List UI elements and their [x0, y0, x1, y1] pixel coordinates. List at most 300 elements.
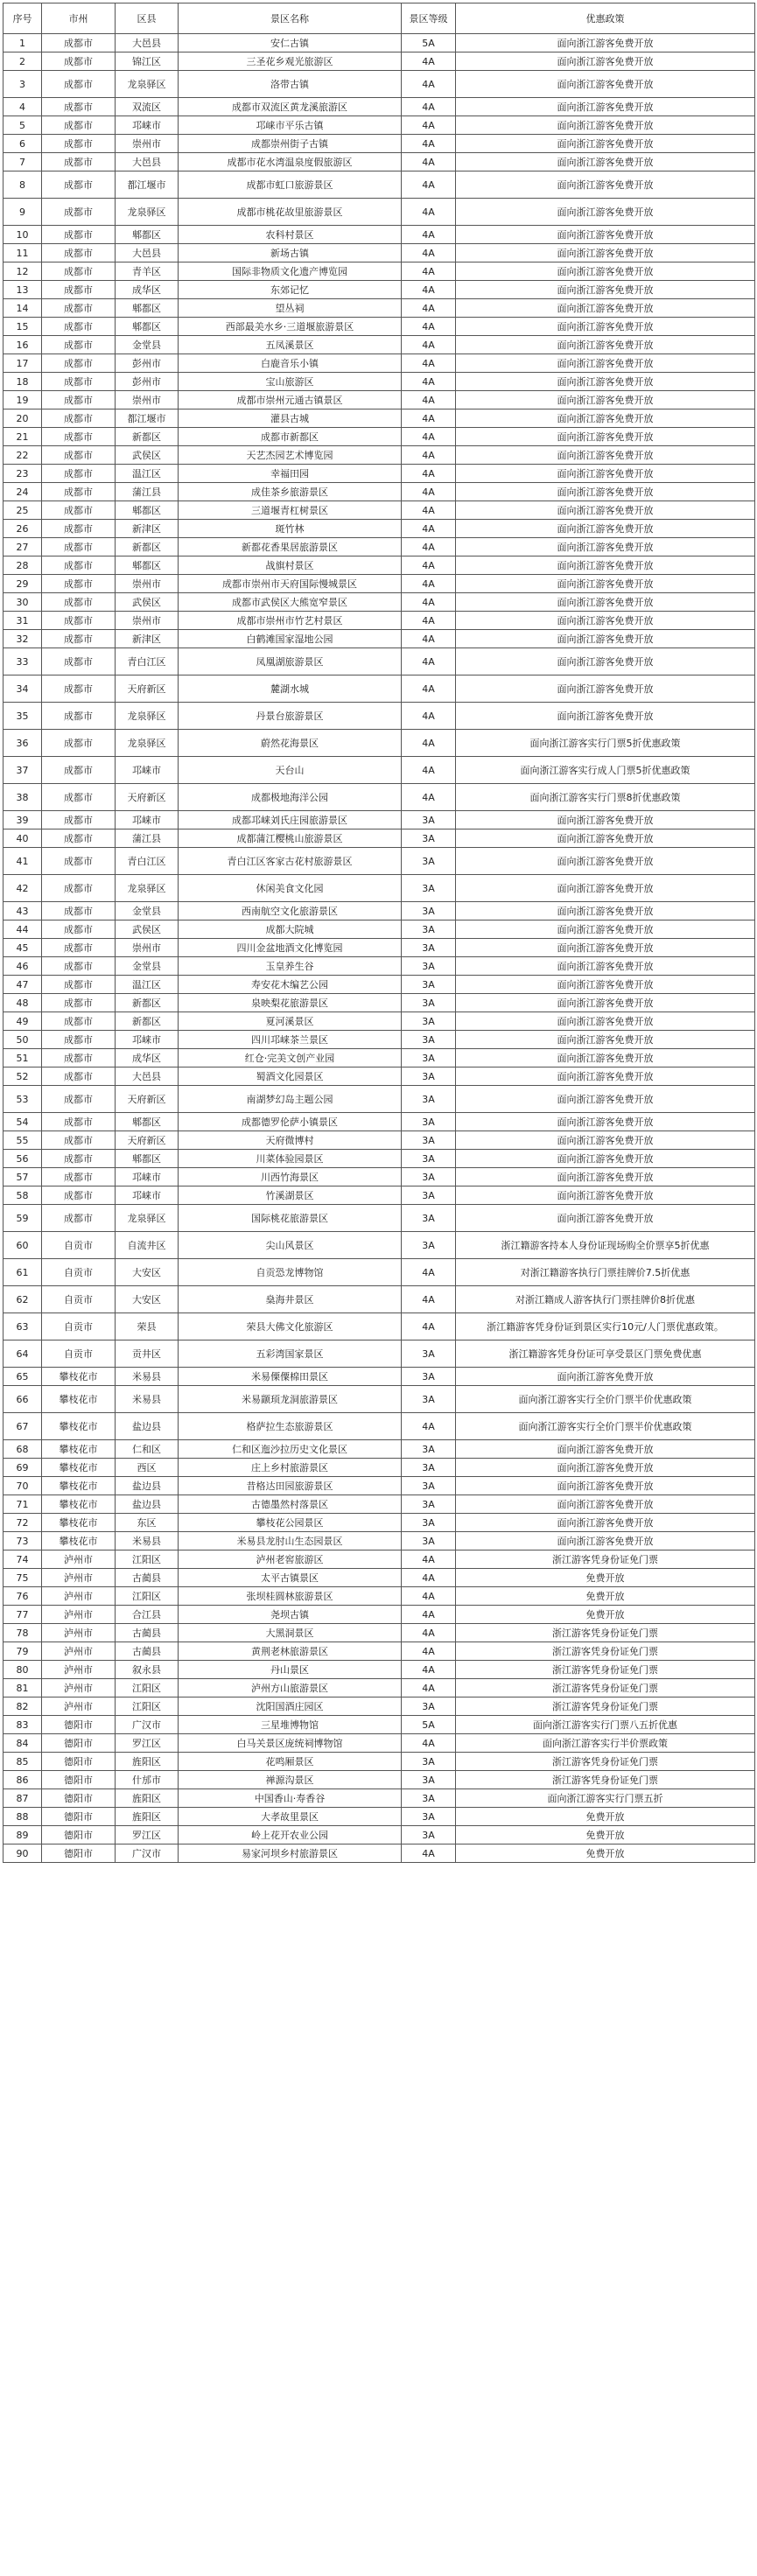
- cell-city: 攀枝花市: [42, 1440, 116, 1459]
- cell-county: 彭州市: [116, 354, 179, 373]
- header-city: 市州: [42, 4, 116, 34]
- table-row: [4, 556, 755, 575]
- cell-county: 新都区: [116, 428, 179, 446]
- cell-level: 4A: [402, 612, 456, 630]
- cell-policy: 浙江籍游客持本人身份证现场购全价票享5折优惠: [456, 1232, 755, 1259]
- cell-level: 4A: [402, 1844, 456, 1863]
- table-row: [4, 520, 755, 538]
- cell-index: 44: [4, 920, 42, 939]
- table-row: [4, 71, 755, 98]
- cell-city: 自贡市: [42, 1313, 116, 1340]
- cell-level: 4A: [402, 1413, 456, 1440]
- cell-index: 45: [4, 939, 42, 957]
- cell-city: 成都市: [42, 172, 116, 199]
- cell-index: 12: [4, 262, 42, 281]
- cell-city: 成都市: [42, 501, 116, 520]
- cell-index: 58: [4, 1186, 42, 1205]
- cell-level: 4A: [402, 391, 456, 410]
- cell-city: 成都市: [42, 465, 116, 483]
- cell-scenic-name: 成都大院城: [179, 920, 402, 939]
- cell-policy: 面向浙江游客实行全价门票半价优惠政策: [456, 1386, 755, 1413]
- cell-policy: 免费开放: [456, 1844, 755, 1863]
- table-row: [4, 501, 755, 520]
- cell-county: 古蔺县: [116, 1642, 179, 1661]
- cell-city: 成都市: [42, 281, 116, 299]
- cell-city: 成都市: [42, 135, 116, 153]
- cell-policy: 面向浙江游客免费开放: [456, 612, 755, 630]
- cell-scenic-name: 自贡恐龙博物馆: [179, 1259, 402, 1286]
- cell-city: 成都市: [42, 784, 116, 811]
- cell-policy: 面向浙江游客免费开放: [456, 648, 755, 676]
- cell-level: 4A: [402, 1606, 456, 1624]
- cell-index: 49: [4, 1012, 42, 1031]
- table-row: [4, 262, 755, 281]
- cell-scenic-name: 白马关景区庞统祠博物馆: [179, 1734, 402, 1753]
- cell-index: 60: [4, 1232, 42, 1259]
- cell-county: 金堂县: [116, 902, 179, 920]
- cell-city: 自贡市: [42, 1286, 116, 1313]
- cell-index: 88: [4, 1808, 42, 1826]
- cell-policy: 面向浙江游客免费开放: [456, 153, 755, 172]
- cell-scenic-name: 沈阳国酒庄园区: [179, 1698, 402, 1716]
- cell-index: 85: [4, 1753, 42, 1771]
- cell-county: 大邑县: [116, 153, 179, 172]
- table-row: [4, 1186, 755, 1205]
- cell-scenic-name: 花鸣厢景区: [179, 1753, 402, 1771]
- cell-scenic-name: 成都市花水湾温泉度假旅游区: [179, 153, 402, 172]
- table-row: [4, 902, 755, 920]
- cell-scenic-name: 三星堆博物馆: [179, 1716, 402, 1734]
- cell-county: 龙泉驿区: [116, 1205, 179, 1232]
- cell-index: 35: [4, 703, 42, 730]
- cell-index: 84: [4, 1734, 42, 1753]
- table-row: [4, 1698, 755, 1716]
- cell-level: 4A: [402, 153, 456, 172]
- cell-index: 64: [4, 1340, 42, 1368]
- cell-level: 4A: [402, 172, 456, 199]
- cell-county: 东区: [116, 1514, 179, 1532]
- cell-index: 76: [4, 1587, 42, 1606]
- cell-scenic-name: 川西竹海景区: [179, 1168, 402, 1186]
- cell-level: 3A: [402, 976, 456, 994]
- cell-index: 18: [4, 373, 42, 391]
- table-row: [4, 1459, 755, 1477]
- cell-index: 73: [4, 1532, 42, 1550]
- cell-county: 天府新区: [116, 676, 179, 703]
- cell-level: 4A: [402, 630, 456, 648]
- table-row: [4, 976, 755, 994]
- table-row: [4, 1368, 755, 1386]
- table-row: [4, 1624, 755, 1642]
- cell-policy: 面向浙江游客免费开放: [456, 1049, 755, 1068]
- cell-city: 攀枝花市: [42, 1532, 116, 1550]
- cell-policy: 面向浙江游客免费开放: [456, 135, 755, 153]
- cell-county: 新津区: [116, 630, 179, 648]
- cell-level: 4A: [402, 299, 456, 318]
- cell-county: 广汉市: [116, 1844, 179, 1863]
- cell-index: 87: [4, 1789, 42, 1808]
- cell-scenic-name: 大孝故里景区: [179, 1808, 402, 1826]
- cell-county: 仁和区: [116, 1440, 179, 1459]
- cell-level: 3A: [402, 1789, 456, 1808]
- cell-scenic-name: 岭上花开农业公园: [179, 1826, 402, 1844]
- cell-policy: 面向浙江游客免费开放: [456, 1532, 755, 1550]
- cell-level: 4A: [402, 703, 456, 730]
- cell-county: 新都区: [116, 1012, 179, 1031]
- cell-index: 57: [4, 1168, 42, 1186]
- cell-policy: 面向浙江游客免费开放: [456, 811, 755, 830]
- cell-index: 34: [4, 676, 42, 703]
- cell-scenic-name: 战旗村景区: [179, 556, 402, 575]
- cell-level: 5A: [402, 34, 456, 52]
- cell-index: 33: [4, 648, 42, 676]
- table-row: [4, 1661, 755, 1679]
- table-row: [4, 135, 755, 153]
- table-row: [4, 730, 755, 757]
- cell-scenic-name: 休闲美食文化园: [179, 875, 402, 902]
- cell-index: 10: [4, 226, 42, 244]
- cell-city: 成都市: [42, 811, 116, 830]
- cell-scenic-name: 灌县古城: [179, 410, 402, 428]
- cell-level: 4A: [402, 730, 456, 757]
- table-row: [4, 703, 755, 730]
- cell-county: 罗江区: [116, 1826, 179, 1844]
- table-row: [4, 593, 755, 612]
- cell-county: 崇州市: [116, 939, 179, 957]
- cell-county: 合江县: [116, 1606, 179, 1624]
- table-row: [4, 1440, 755, 1459]
- cell-index: 19: [4, 391, 42, 410]
- cell-level: 4A: [402, 98, 456, 116]
- cell-policy: 面向浙江游客免费开放: [456, 483, 755, 501]
- table-row: [4, 957, 755, 976]
- cell-index: 67: [4, 1413, 42, 1440]
- cell-county: 邛崃市: [116, 1186, 179, 1205]
- table-row: [4, 1826, 755, 1844]
- table-row: [4, 1386, 755, 1413]
- cell-level: 4A: [402, 52, 456, 71]
- cell-city: 自贡市: [42, 1340, 116, 1368]
- cell-city: 成都市: [42, 902, 116, 920]
- cell-city: 攀枝花市: [42, 1386, 116, 1413]
- cell-scenic-name: 国际桃花旅游景区: [179, 1205, 402, 1232]
- cell-scenic-name: 燊海井景区: [179, 1286, 402, 1313]
- cell-level: 4A: [402, 1661, 456, 1679]
- cell-city: 泸州市: [42, 1624, 116, 1642]
- cell-county: 罗江区: [116, 1734, 179, 1753]
- cell-policy: 免费开放: [456, 1808, 755, 1826]
- cell-city: 成都市: [42, 244, 116, 262]
- table-row: [4, 373, 755, 391]
- cell-policy: 面向浙江游客免费开放: [456, 1113, 755, 1131]
- cell-index: 28: [4, 556, 42, 575]
- cell-policy: 浙江游客凭身份证免门票: [456, 1642, 755, 1661]
- table-row: [4, 1569, 755, 1587]
- cell-level: 3A: [402, 1532, 456, 1550]
- cell-policy: 面向浙江游客免费开放: [456, 830, 755, 848]
- cell-policy: 面向浙江游客免费开放: [456, 1168, 755, 1186]
- cell-county: 龙泉驿区: [116, 703, 179, 730]
- cell-scenic-name: 凤凰湖旅游景区: [179, 648, 402, 676]
- cell-county: 崇州市: [116, 135, 179, 153]
- cell-index: 29: [4, 575, 42, 593]
- cell-level: 4A: [402, 1286, 456, 1313]
- cell-policy: 面向浙江游客免费开放: [456, 172, 755, 199]
- table-row: [4, 676, 755, 703]
- cell-county: 温江区: [116, 465, 179, 483]
- table-row: [4, 1259, 755, 1286]
- cell-policy: 面向浙江游客免费开放: [456, 848, 755, 875]
- cell-index: 80: [4, 1661, 42, 1679]
- cell-county: 大邑县: [116, 1068, 179, 1086]
- table-row: [4, 1642, 755, 1661]
- cell-policy: 面向浙江游客免费开放: [456, 199, 755, 226]
- cell-city: 成都市: [42, 612, 116, 630]
- table-row: [4, 1031, 755, 1049]
- cell-county: 米易县: [116, 1386, 179, 1413]
- cell-city: 成都市: [42, 676, 116, 703]
- cell-policy: 浙江游客凭身份证免门票: [456, 1661, 755, 1679]
- cell-city: 成都市: [42, 336, 116, 354]
- cell-scenic-name: 天府微博村: [179, 1131, 402, 1150]
- cell-index: 63: [4, 1313, 42, 1340]
- cell-city: 成都市: [42, 957, 116, 976]
- table-row: [4, 920, 755, 939]
- cell-county: 郫都区: [116, 1113, 179, 1131]
- header-policy: 优惠政策: [456, 4, 755, 34]
- cell-index: 55: [4, 1131, 42, 1150]
- cell-city: 自贡市: [42, 1232, 116, 1259]
- cell-policy: 面向浙江游客免费开放: [456, 410, 755, 428]
- cell-county: 盐边县: [116, 1477, 179, 1495]
- cell-index: 66: [4, 1386, 42, 1413]
- cell-level: 4A: [402, 483, 456, 501]
- cell-policy: 面向浙江游客免费开放: [456, 1086, 755, 1113]
- table-row: [4, 52, 755, 71]
- cell-index: 42: [4, 875, 42, 902]
- cell-index: 52: [4, 1068, 42, 1086]
- cell-level: 3A: [402, 1340, 456, 1368]
- cell-policy: 面向浙江游客免费开放: [456, 116, 755, 135]
- cell-city: 成都市: [42, 199, 116, 226]
- cell-scenic-name: 白鹿音乐小镇: [179, 354, 402, 373]
- table-row: [4, 1113, 755, 1131]
- cell-policy: 面向浙江游客免费开放: [456, 976, 755, 994]
- cell-policy: 面向浙江游客免费开放: [456, 52, 755, 71]
- cell-policy: 面向浙江游客免费开放: [456, 593, 755, 612]
- table-row: [4, 648, 755, 676]
- cell-scenic-name: 泸州方山旅游景区: [179, 1679, 402, 1698]
- cell-county: 成华区: [116, 1049, 179, 1068]
- cell-level: 4A: [402, 1679, 456, 1698]
- header-index: 序号: [4, 4, 42, 34]
- cell-city: 成都市: [42, 34, 116, 52]
- cell-level: 3A: [402, 1150, 456, 1168]
- cell-city: 成都市: [42, 593, 116, 612]
- cell-index: 61: [4, 1259, 42, 1286]
- cell-county: 大安区: [116, 1259, 179, 1286]
- table-row: [4, 354, 755, 373]
- cell-index: 39: [4, 811, 42, 830]
- table-row: [4, 575, 755, 593]
- cell-city: 成都市: [42, 98, 116, 116]
- cell-county: 广汉市: [116, 1716, 179, 1734]
- cell-scenic-name: 成都市崇州市天府国际慢城景区: [179, 575, 402, 593]
- cell-city: 成都市: [42, 1031, 116, 1049]
- cell-level: 4A: [402, 336, 456, 354]
- cell-county: 龙泉驿区: [116, 71, 179, 98]
- table-row: [4, 1168, 755, 1186]
- cell-county: 崇州市: [116, 612, 179, 630]
- cell-city: 成都市: [42, 52, 116, 71]
- cell-level: 4A: [402, 354, 456, 373]
- cell-index: 22: [4, 446, 42, 465]
- cell-county: 古蔺县: [116, 1624, 179, 1642]
- cell-county: 龙泉驿区: [116, 199, 179, 226]
- cell-scenic-name: 泉映梨花旅游景区: [179, 994, 402, 1012]
- cell-policy: 面向浙江游客免费开放: [456, 875, 755, 902]
- cell-city: 成都市: [42, 1012, 116, 1031]
- cell-county: 龙泉驿区: [116, 730, 179, 757]
- cell-county: 叙永县: [116, 1661, 179, 1679]
- cell-scenic-name: 成都市新都区: [179, 428, 402, 446]
- cell-index: 16: [4, 336, 42, 354]
- cell-city: 成都市: [42, 116, 116, 135]
- cell-scenic-name: 禅源沟景区: [179, 1771, 402, 1789]
- cell-index: 70: [4, 1477, 42, 1495]
- cell-scenic-name: 黄荆老林旅游景区: [179, 1642, 402, 1661]
- cell-scenic-name: 成都市崇州元通古镇景区: [179, 391, 402, 410]
- cell-scenic-name: 成都市崇州市竹艺村景区: [179, 612, 402, 630]
- cell-policy: 面向浙江游客免费开放: [456, 538, 755, 556]
- cell-city: 成都市: [42, 875, 116, 902]
- cell-index: 43: [4, 902, 42, 920]
- cell-city: 德阳市: [42, 1826, 116, 1844]
- table-row: [4, 34, 755, 52]
- table-row: [4, 1844, 755, 1863]
- cell-policy: 面向浙江游客免费开放: [456, 556, 755, 575]
- cell-scenic-name: 天台山: [179, 757, 402, 784]
- cell-index: 79: [4, 1642, 42, 1661]
- cell-city: 德阳市: [42, 1789, 116, 1808]
- cell-policy: 面向浙江游客免费开放: [456, 1368, 755, 1386]
- cell-policy: 面向浙江游客免费开放: [456, 939, 755, 957]
- cell-policy: 面向浙江游客免费开放: [456, 281, 755, 299]
- cell-level: 3A: [402, 1440, 456, 1459]
- cell-scenic-name: 蜀酒文化园景区: [179, 1068, 402, 1086]
- cell-policy: 面向浙江游客免费开放: [456, 920, 755, 939]
- cell-level: 3A: [402, 1495, 456, 1514]
- cell-policy: 面向浙江游客免费开放: [456, 1440, 755, 1459]
- cell-scenic-name: 成都市桃花故里旅游景区: [179, 199, 402, 226]
- cell-level: 4A: [402, 1259, 456, 1286]
- cell-policy: 面向浙江游客免费开放: [456, 244, 755, 262]
- cell-index: 74: [4, 1550, 42, 1569]
- cell-level: 4A: [402, 244, 456, 262]
- cell-county: 旌阳区: [116, 1753, 179, 1771]
- cell-level: 4A: [402, 1587, 456, 1606]
- table-row: [4, 830, 755, 848]
- cell-county: 锦江区: [116, 52, 179, 71]
- cell-index: 53: [4, 1086, 42, 1113]
- cell-scenic-name: 五彩湾国家景区: [179, 1340, 402, 1368]
- cell-scenic-name: 张坝桂圆林旅游景区: [179, 1587, 402, 1606]
- cell-index: 30: [4, 593, 42, 612]
- table-row: [4, 1131, 755, 1150]
- table-row: [4, 391, 755, 410]
- cell-index: 83: [4, 1716, 42, 1734]
- cell-county: 江阳区: [116, 1679, 179, 1698]
- cell-scenic-name: 丹景台旅游景区: [179, 703, 402, 730]
- cell-policy: 面向浙江游客免费开放: [456, 226, 755, 244]
- cell-scenic-name: 白鹤滩国家湿地公园: [179, 630, 402, 648]
- cell-county: 郫都区: [116, 226, 179, 244]
- cell-county: 青羊区: [116, 262, 179, 281]
- cell-level: 4A: [402, 1734, 456, 1753]
- cell-county: 贡井区: [116, 1340, 179, 1368]
- cell-scenic-name: 丹山景区: [179, 1661, 402, 1679]
- cell-scenic-name: 太平古镇景区: [179, 1569, 402, 1587]
- cell-scenic-name: 幸福田园: [179, 465, 402, 483]
- table-row: [4, 875, 755, 902]
- cell-level: 4A: [402, 71, 456, 98]
- cell-city: 成都市: [42, 262, 116, 281]
- cell-city: 成都市: [42, 556, 116, 575]
- cell-scenic-name: 中国香山·寿香谷: [179, 1789, 402, 1808]
- cell-county: 邛崃市: [116, 811, 179, 830]
- cell-county: 蒲江县: [116, 830, 179, 848]
- cell-county: 金堂县: [116, 957, 179, 976]
- cell-scenic-name: 红仓·完美文创产业园: [179, 1049, 402, 1068]
- table-row: [4, 630, 755, 648]
- cell-index: 3: [4, 71, 42, 98]
- table-row: [4, 244, 755, 262]
- cell-index: 86: [4, 1771, 42, 1789]
- cell-index: 78: [4, 1624, 42, 1642]
- cell-county: 米易县: [116, 1368, 179, 1386]
- cell-level: 4A: [402, 1624, 456, 1642]
- cell-policy: 面向浙江游客免费开放: [456, 71, 755, 98]
- cell-policy: 面向浙江游客免费开放: [456, 520, 755, 538]
- cell-index: 26: [4, 520, 42, 538]
- cell-scenic-name: 国际非物质文化遗产博览园: [179, 262, 402, 281]
- table-row: [4, 1068, 755, 1086]
- cell-scenic-name: 夏河溪景区: [179, 1012, 402, 1031]
- cell-level: 4A: [402, 676, 456, 703]
- cell-level: 3A: [402, 1168, 456, 1186]
- cell-index: 69: [4, 1459, 42, 1477]
- cell-scenic-name: 格萨拉生态旅游景区: [179, 1413, 402, 1440]
- cell-scenic-name: 成都市虹口旅游景区: [179, 172, 402, 199]
- cell-index: 38: [4, 784, 42, 811]
- cell-city: 成都市: [42, 226, 116, 244]
- cell-county: 邛崃市: [116, 757, 179, 784]
- cell-index: 59: [4, 1205, 42, 1232]
- cell-county: 旌阳区: [116, 1808, 179, 1826]
- cell-county: 大邑县: [116, 34, 179, 52]
- scenic-area-policy-table: [3, 3, 755, 1863]
- cell-city: 成都市: [42, 354, 116, 373]
- cell-index: 36: [4, 730, 42, 757]
- cell-city: 德阳市: [42, 1753, 116, 1771]
- cell-level: 4A: [402, 520, 456, 538]
- cell-policy: 面向浙江游客免费开放: [456, 465, 755, 483]
- cell-city: 泸州市: [42, 1550, 116, 1569]
- cell-scenic-name: 寿安花木编艺公园: [179, 976, 402, 994]
- table-body: [4, 34, 755, 1863]
- cell-index: 7: [4, 153, 42, 172]
- cell-policy: 面向浙江游客免费开放: [456, 318, 755, 336]
